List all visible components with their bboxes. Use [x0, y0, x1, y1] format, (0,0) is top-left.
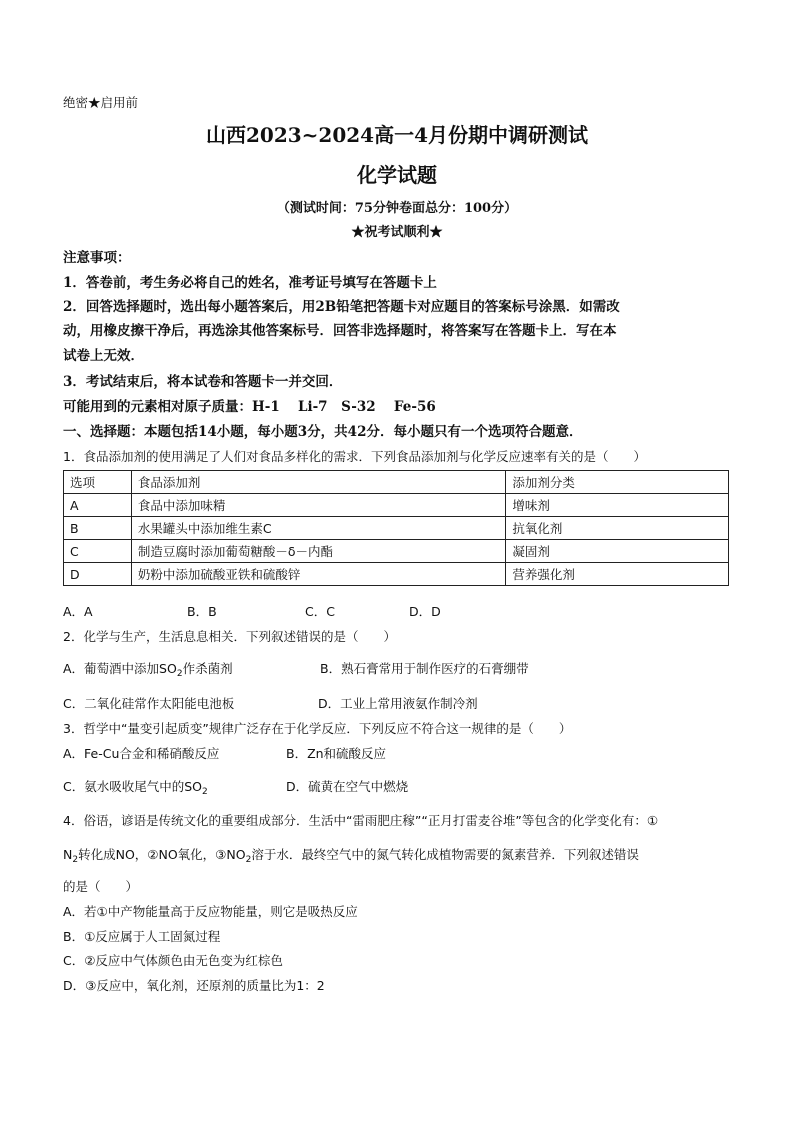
- q4-option-c: C．②反应中气体颜色由无色变为红棕色: [63, 953, 283, 968]
- subject-title: 化学试题: [357, 163, 437, 187]
- table-header-cell: 添加剂分类: [506, 471, 729, 494]
- q4-option-d: D．③反应中，氧化剂，还原剂的质量比为1：2: [63, 978, 325, 993]
- q1-option-a: A．A: [63, 604, 93, 619]
- table-header-cell: 食品添加剂: [131, 471, 506, 494]
- table-row: [64, 494, 729, 517]
- q3-option-d: D．硫黄在空气中燃烧: [286, 779, 409, 794]
- q3-stem: 3．哲学中“量变引起质变”规律广泛存在于化学反应．下列反应不符合这一规律的是（ ）: [63, 721, 572, 736]
- table-cell: C: [64, 540, 132, 563]
- table-cell: 制造豆腐时添加葡萄糖酸－δ－内酯: [131, 540, 506, 563]
- table-cell: D: [64, 563, 132, 586]
- q2-option-a: A．葡萄酒中添加$SO_2$作杀菌剂: [63, 661, 233, 679]
- atomic-masses: 可能用到的元素相对原子质量：H-1 Li-7 S-32 Fe-56: [63, 399, 436, 415]
- table-header-cell: 选项: [64, 471, 132, 494]
- note-2-line-2: 动，用橡皮擦干净后，再选涂其他答案标号．回答非选择题时，将答案写在答题卡上．写在本: [63, 323, 617, 339]
- q1-stem: 1．食品添加剂的使用满足了人们对食品多样化的需求．下列食品添加剂与化学反应速率有关的是（ ）: [63, 449, 646, 464]
- q1-option-d: D．D: [409, 604, 441, 619]
- table-cell: 水果罐头中添加维生素C: [131, 517, 506, 540]
- note-2-line-3: 试卷上无效．: [63, 348, 144, 364]
- table-row: [64, 517, 729, 540]
- note-2-line-1: 2．回答选择题时，选出每小题答案后，用2B铅笔把答题卡对应题目的答案标号涂黑．如需改: [63, 299, 620, 315]
- table-cell: 奶粉中添加硫酸亚铁和硫酸锌: [131, 563, 506, 586]
- exam-info: （测试时间：75分钟卷面总分：100分）: [276, 201, 518, 216]
- secret-label: 绝密★启用前: [63, 95, 139, 110]
- table-cell: 增味剂: [506, 494, 729, 517]
- q1-option-c: C．C: [305, 604, 335, 619]
- section-1-heading: 一、选择题：本题包括14小题，每小题3分，共42分．每小题只有一个选项符合题意．: [63, 424, 583, 440]
- q4-option-a: A．若①中产物能量高于反应物能量，则它是吸热反应: [63, 904, 358, 919]
- q2-option-d: D．工业上常用液氨作制冷剂: [318, 696, 478, 711]
- q2-stem: 2．化学与生产，生活息息相关．下列叙述错误的是（ ）: [63, 629, 396, 644]
- q3-option-c: C．氨水吸收尾气中的$SO_2$: [63, 779, 208, 797]
- q4-stem-line-2: $N_2$转化成NO，②NO氧化，$③NO_2$溶于水．最终空气中的氮气转化成植物需要的氮素营养．下列叙述错误: [63, 847, 639, 865]
- table-cell: 营养强化剂: [506, 563, 729, 586]
- exam-title: 山西2023~2024高一4月份期中调研测试: [205, 123, 588, 147]
- q4-stem-line-1: 4．俗语，谚语是传统文化的重要组成部分．生活中“雷雨肥庄稼”“正月打雷麦谷堆”等包含的化学变化有：①: [63, 813, 659, 828]
- table-cell: A: [64, 494, 132, 517]
- note-3: 3．考试结束后，将本试卷和答题卡一并交回．: [63, 374, 343, 390]
- table-header-row: [64, 471, 729, 494]
- table-row: [64, 540, 729, 563]
- q3-option-b: B．Zn和硫酸反应: [286, 746, 387, 761]
- table-cell: B: [64, 517, 132, 540]
- note-1: 1．答卷前，考生务必将自己的姓名，准考证号填写在答题卡上: [63, 275, 437, 291]
- table-row: [64, 563, 729, 586]
- q2-option-b: B．熟石膏常用于制作医疗的石膏绷带: [320, 661, 529, 676]
- table-cell: 食品中添加味精: [131, 494, 506, 517]
- q2-option-c: C．二氧化硅常作太阳能电池板: [63, 696, 235, 711]
- table-cell: 抗氧化剂: [506, 517, 729, 540]
- q4-stem-line-3: 的是（ ）: [63, 879, 139, 894]
- q4-option-b: B．①反应属于人工固氮过程: [63, 929, 221, 944]
- q1-option-b: B．B: [187, 604, 217, 619]
- q1-table: [63, 470, 729, 586]
- wish-line: ★祝考试顺利★: [351, 225, 443, 240]
- q3-option-a: A．Fe-Cu合金和稀硝酸反应: [63, 746, 220, 761]
- notes-heading: 注意事项：: [63, 250, 131, 266]
- table-cell: 凝固剂: [506, 540, 729, 563]
